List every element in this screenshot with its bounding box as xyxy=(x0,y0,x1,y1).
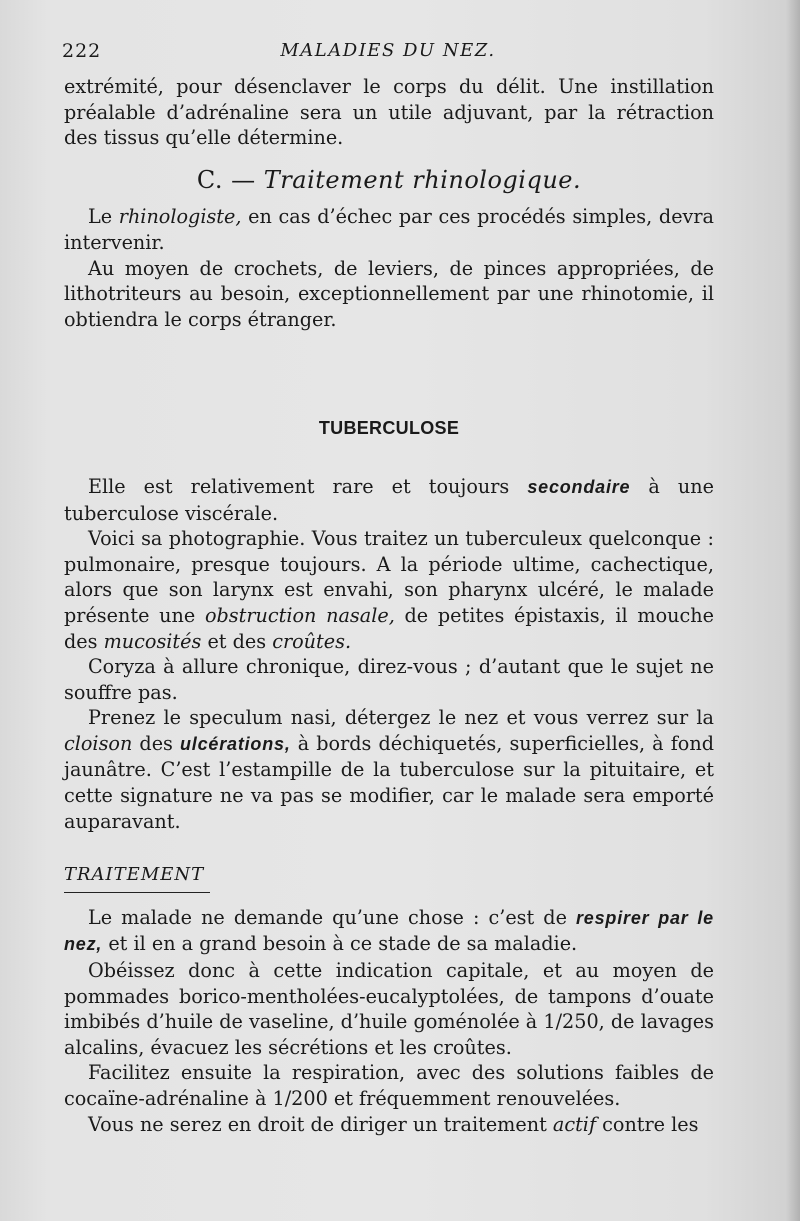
section-c-paragraph-2: Au moyen de crochets, de leviers, de pinces appropriées, de lithotriteurs au besoin, exceptionnellement par une rhinotomie, il obtiendra le corps étranger. xyxy=(64,256,714,331)
text-run: Le xyxy=(88,205,119,229)
emphasis-respirer-par-le-nez: respirer par le nez, xyxy=(64,907,714,955)
text-run: Prenez le speculum nasi, détergez le nez et vous verrez sur la xyxy=(88,706,714,730)
term-croutes: croûtes. xyxy=(272,629,352,653)
tuberculose-heading: TUBERCULOSE xyxy=(318,418,460,439)
section-c-title: Traitement rhinologique. xyxy=(263,165,582,194)
traitement-paragraph-2: Obéissez donc à cette indication capitale, et au moyen de pommades borico-mentholées-eucalyptolées, de tampons d’ouate imbibés d’huile de vaseline, d’huile goménolée à 1/250, de lavages alcalins, évacuez les sécrétions et les croûtes. xyxy=(64,959,714,1059)
term-rhinologiste: rhinologiste, xyxy=(118,205,242,229)
text-run: des xyxy=(132,731,180,755)
term-cloison: cloison xyxy=(64,731,133,755)
tuberculose-paragraph-4 xyxy=(64,705,714,834)
section-c-heading xyxy=(64,165,714,194)
text-run: contre les xyxy=(596,1112,699,1136)
term-mucosites: mucosités xyxy=(103,629,202,653)
tuberculose-paragraph-2 xyxy=(64,526,714,654)
text-run: Le malade ne demande qu’une chose : c’est de xyxy=(88,905,576,929)
text-run: de petites épistaxis, il mouche des xyxy=(64,603,714,653)
page-number: 222 xyxy=(62,40,102,62)
page-body xyxy=(64,74,714,1137)
tuberculose-paragraph-3: Coryza à allure chronique, direz-vous ; d’autant que le sujet ne souffre pas. xyxy=(64,655,714,704)
running-title: MALADIES DU NEZ. xyxy=(280,40,496,61)
running-header xyxy=(62,40,714,68)
text-run: Elle est relativement rare et toujours xyxy=(88,474,528,498)
term-actif: actif xyxy=(552,1112,597,1136)
text-run: à une tuberculose viscérale. xyxy=(64,474,714,525)
term-obstruction-nasale: obstruction nasale, xyxy=(204,603,395,627)
text-run: et des xyxy=(201,629,273,653)
traitement-paragraph-4 xyxy=(64,1112,714,1138)
opening-paragraph: extrémité, pour désenclaver le corps du délit. Une instillation préalable d’adrénaline sera un utile adjuvant, par la rétraction des tissus qu’elle détermine. xyxy=(64,75,714,150)
tuberculose-paragraph-1 xyxy=(64,474,714,526)
text-run: en cas d’échec par ces procédés simples, devra intervenir. xyxy=(64,205,714,254)
emphasis-ulcerations: ulcérations, xyxy=(180,733,291,754)
section-c-prefix: C. — xyxy=(196,165,264,194)
traitement-paragraph-1 xyxy=(64,905,714,958)
traitement-paragraph-3: Facilitez ensuite la respiration, avec des solutions faibles de cocaïne-adrénaline à 1/200 et fréquemment renouvelées. xyxy=(64,1061,714,1110)
text-run: Vous ne serez en droit de diriger un traitement xyxy=(88,1112,553,1136)
text-run: Voici sa photographie. Vous traitez un tuberculeux quelconque : pulmonaire, presque toujours. A la période ultime, cachectique, alors que son larynx est envahi, son pharynx ulcéré, le malade présente une xyxy=(64,527,714,627)
scan-edge-shadow xyxy=(786,0,800,1221)
emphasis-secondaire: secondaire xyxy=(527,476,631,497)
text-run: et il en a grand besoin à ce stade de sa maladie. xyxy=(102,932,578,956)
traitement-heading: TRAITEMENT xyxy=(64,862,210,893)
text-run: à bords déchiquetés, superficielles, à fond jaunâtre. C’est l’estampille de la tuberculose sur la pituitaire, et cette signature ne va pas se modifier, car le malade sera emporté auparavant. xyxy=(64,731,714,833)
section-c-paragraph-1 xyxy=(64,204,714,255)
